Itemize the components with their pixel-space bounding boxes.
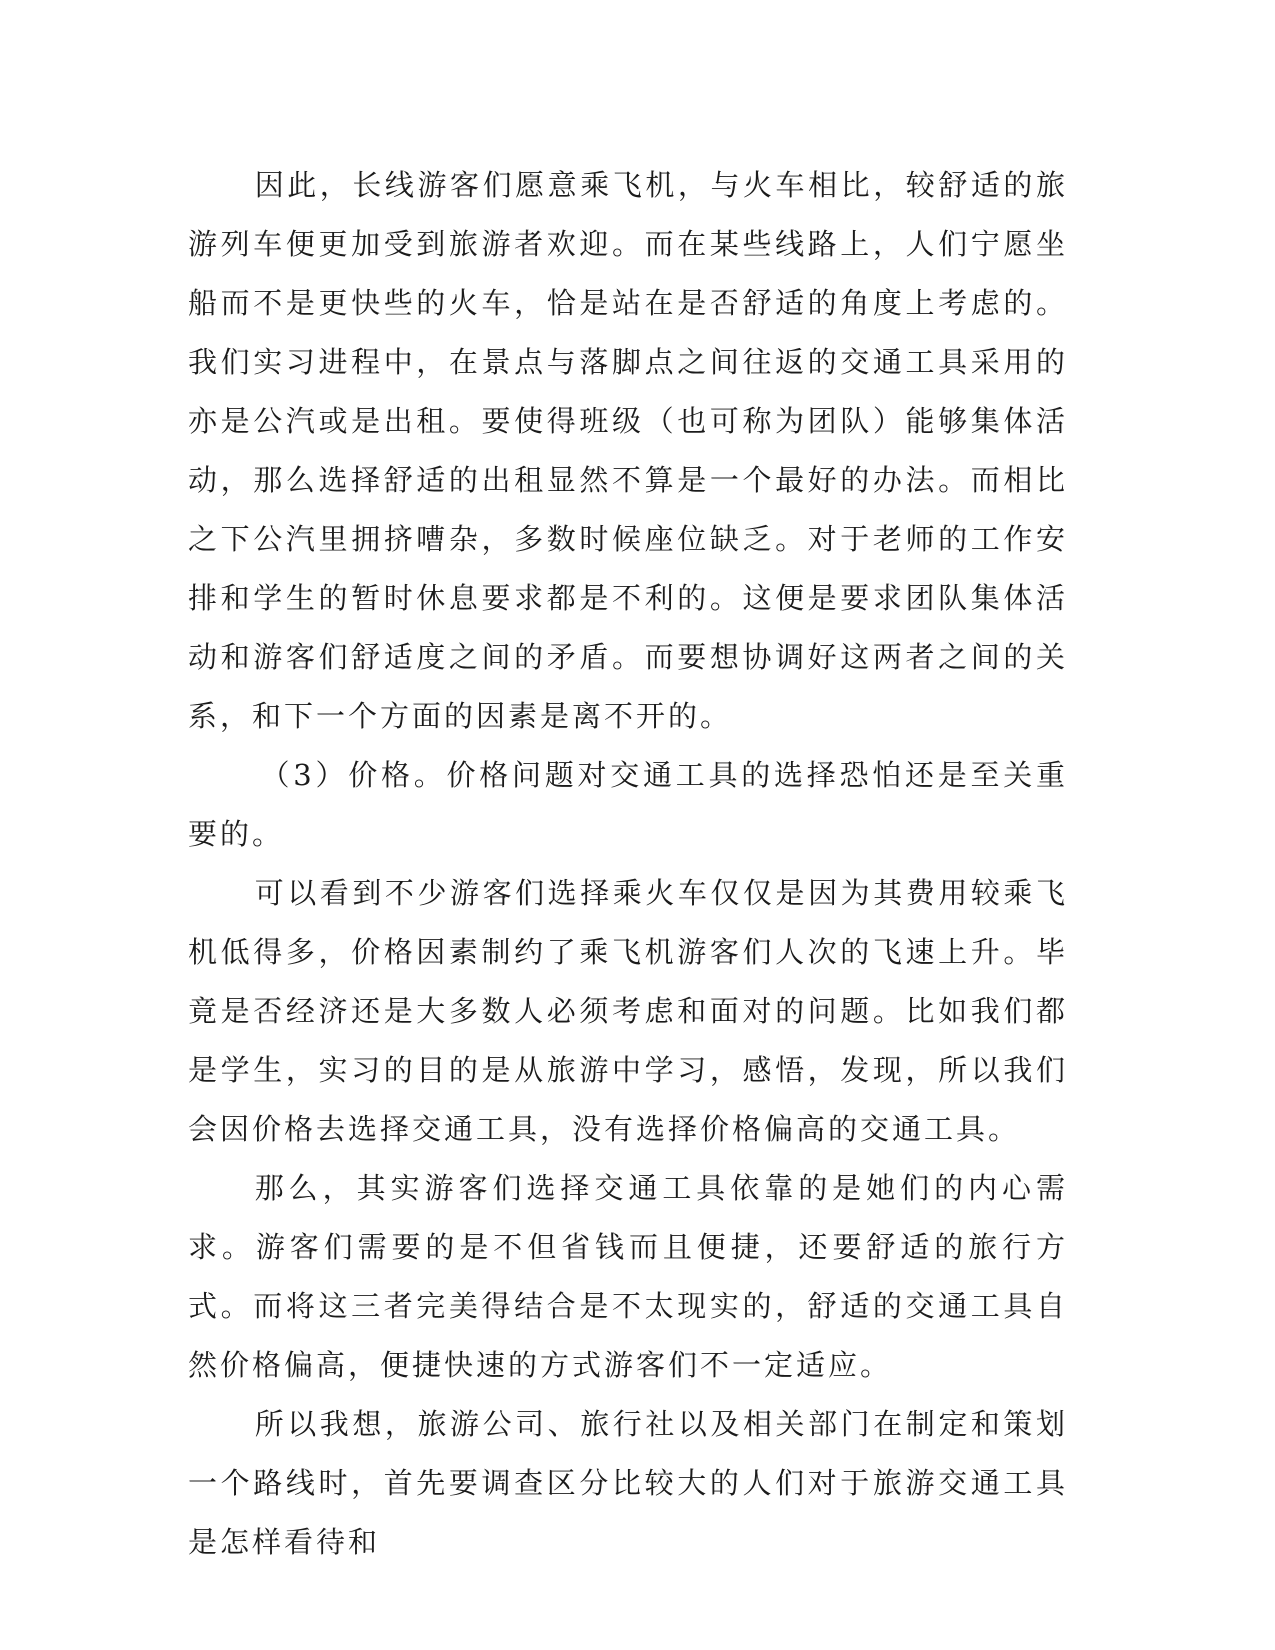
paragraph-inner-needs: 那么，其实游客们选择交通工具依靠的是她们的内心需求。游客们需要的是不但省钱而且便捷，还要舒适的旅行方式。而将这三者完美得结合是不太现实的，舒适的交通工具自然价格偏高，便捷快速的方式游客们不一定适应。: [188, 1171, 1068, 1382]
paragraph-conclusion: 所以我想，旅游公司、旅行社以及相关部门在制定和策划一个路线时，首先要调查区分比较大的人们对于旅游交通工具是怎样看待和: [188, 1407, 1068, 1559]
paragraph-comfort-factor: 因此，长线游客们愿意乘飞机，与火车相比，较舒适的旅游列车便更加受到旅游者欢迎。而在某些线路上，人们宁愿坐船而不是更快些的火车，恰是站在是否舒适的角度上考虑的。我们实习进程中，在景点与落脚点之间往返的交通工具采用的亦是公汽或是出租。要使得班级（也可称为团队）能够集体活动，那么选择舒适的出租显然不算是一个最好的办法。而相比之下公汽里拥挤嘈杂，多数时候座位缺乏。对于老师的工作安排和学生的暂时休息要求都是不利的。这便是要求团队集体活动和游客们舒适度之间的矛盾。而要想协调好这两者之间的关系，和下一个方面的因素是离不开的。: [188, 168, 1068, 733]
paragraph-price-heading: （3）价格。价格问题对交通工具的选择恐怕还是至关重要的。: [188, 758, 1068, 851]
paragraph-price-factor: 可以看到不少游客们选择乘火车仅仅是因为其费用较乘飞机低得多，价格因素制约了乘飞机游客们人次的飞速上升。毕竟是否经济还是大多数人必须考虑和面对的问题。比如我们都是学生，实习的目的是从旅游中学习，感悟，发现，所以我们会因价格去选择交通工具，没有选择价格偏高的交通工具。: [188, 876, 1068, 1146]
body-text: [188, 156, 1068, 1572]
